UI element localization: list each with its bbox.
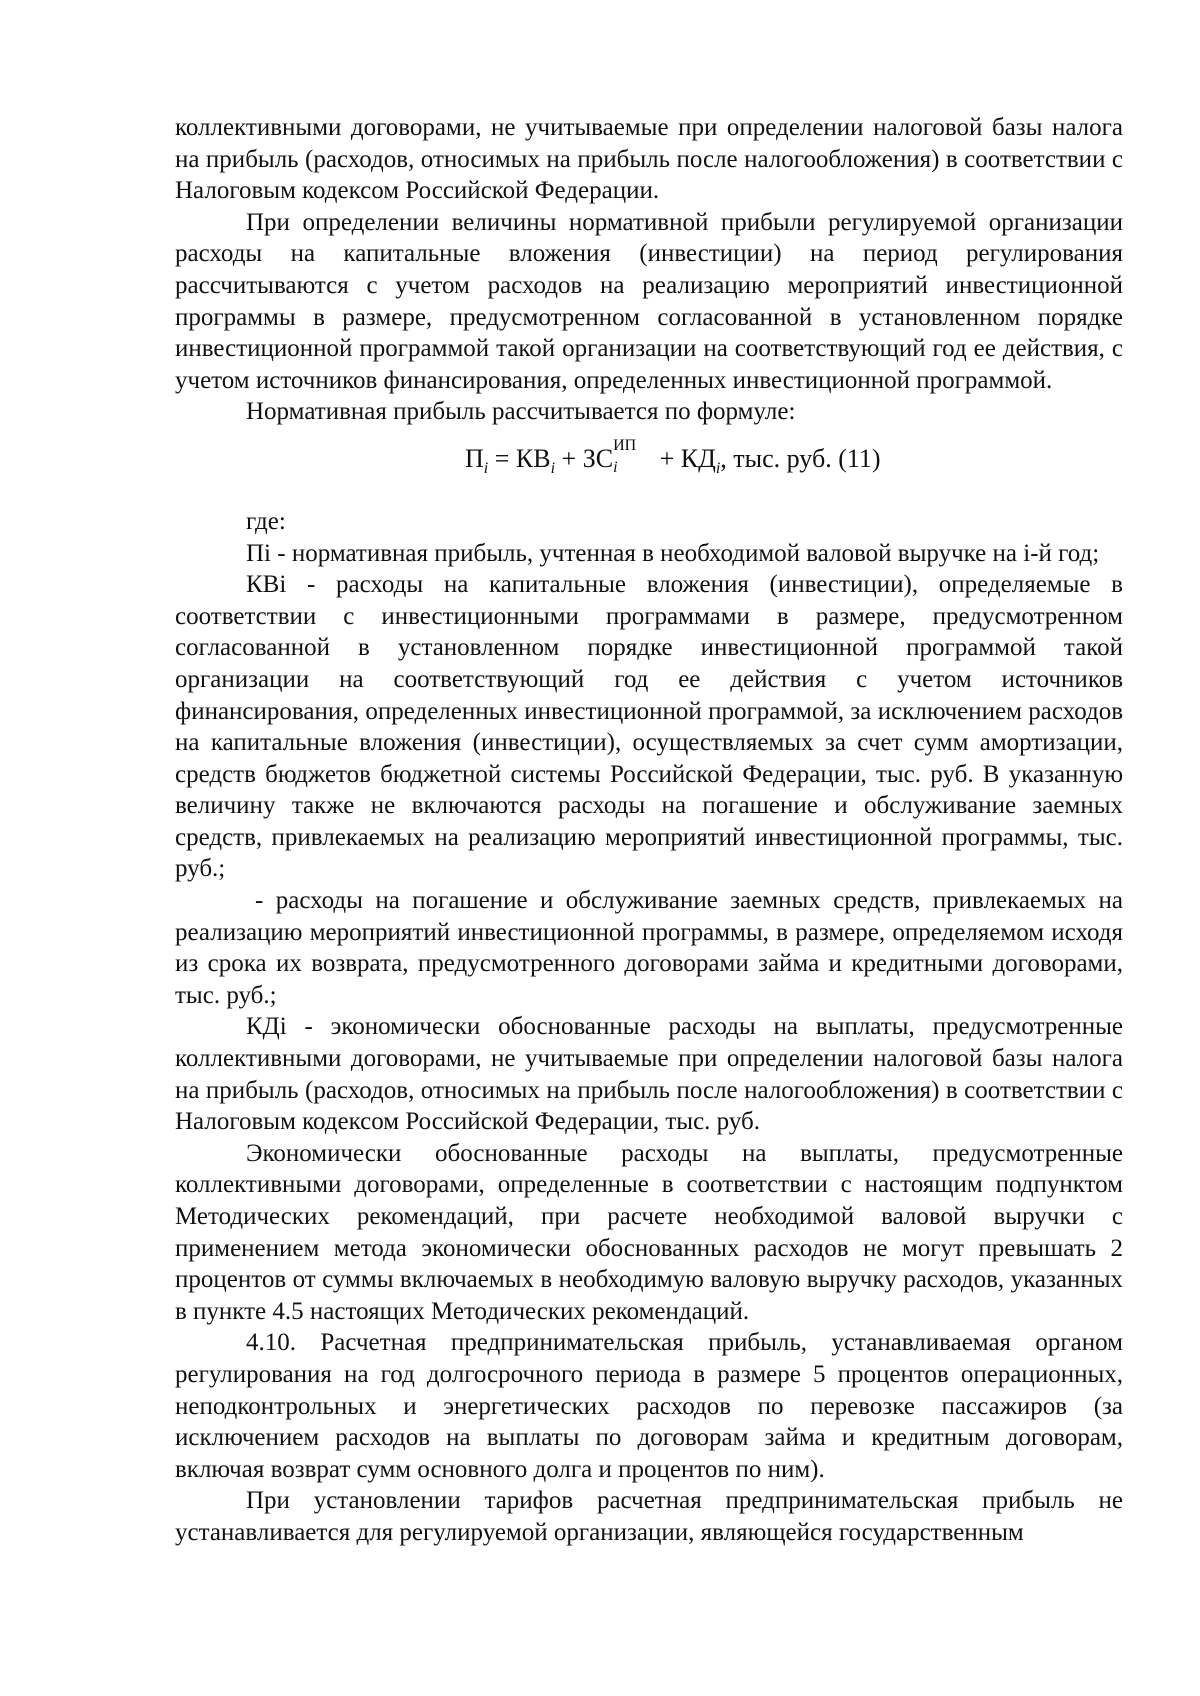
formula-supsub (613, 436, 653, 476)
definition-kvi: КВi - расходы на капитальные вложения (инвестиции), определяемые в соответствии с инвестиционными программами в размере, предусмотренном согласованной в установленном порядке инвестиционной программой такой организации на соответствующий год ее действия с учетом источников финансирования, определенных инвестиционной программой, за исключением расходов на капитальные вложения (инвестиции), осуществляемых за счет сумм амортизации, средств бюджетов бюджетной системы Российской Федерации, тыс. руб. В указанную величину также не включаются расходы на погашение и обслуживание заемных средств, привлекаемых на реализацию мероприятий инвестиционной программы, тыс. руб.; (175, 571, 1123, 883)
where-label: где: (246, 507, 286, 535)
document-page (175, 112, 1123, 1549)
formula-plus-zs: + ЗС (555, 443, 614, 473)
paragraph-continuation: коллективными договорами, не учитываемые при определении налоговой базы налога на прибыль (расходов, относимых на прибыль после налогообложения) в соответствии с Налоговым кодексом Российской Федерации. (175, 114, 1123, 205)
definition-loans: - расходы на погашение и обслуживание заемных средств, привлекаемых на реализацию мероприятий инвестиционной программы, в размере, определяемом исходя из срока их возврата, предусмотренного договорами займа и кредитными договорами, тыс. руб.; (175, 887, 1123, 1009)
formula-tail: , тыс. руб. (11) (720, 443, 881, 473)
formula-sub-3: i (613, 458, 618, 476)
definition-kdi: КДi - экономически обоснованные расходы на выплаты, предусмотренные коллективными договорами, не учитываемые при определении налоговой базы налога на прибыль (расходов, относимых на прибыль после налогообложения) в соответствии с Налоговым кодексом Российской Федерации, тыс. руб. (175, 1013, 1123, 1136)
formula-sub-1: i (483, 459, 489, 477)
paragraph-limit-2-percent: Экономически обоснованные расходы на выплаты, предусмотренные коллективными договорами, определенные в соответствии с настоящим подпунктом Методических рекомендаций, при расчете необходимой валовой выручки с применением метода экономически обоснованных расходов не могут превышать 2 процентов от суммы включаемых в необходимую валовую выручку расходов, указанных в пункте 4.5 настоящих Методических рекомендаций. (175, 1139, 1123, 1325)
formula-eq-kv: = КВ (488, 443, 551, 473)
formula-sub-2: i (550, 459, 556, 477)
paragraph-4-10: 4.10. Расчетная предпринимательская прибыль, устанавливаемая органом регулирования на год долгосрочного периода в размере 5 процентов операционных, неподконтрольных и энергетических расходов по перевозке пассажиров (за исключением расходов на выплаты по договорам займа и кредитным договорам, включая возврат сумм основного долга и процентов по ним). (175, 1329, 1123, 1483)
formula-p: П (465, 443, 484, 473)
paragraph-investment: При определении величины нормативной прибыли регулируемой организации расходы на капитальные вложения (инвестиции) на период регулирования рассчитываются с учетом расходов на реализацию мероприятий инвестиционной программы в размере, предусмотренном согласованной в установленном порядке инвестиционной программой такой организации на соответствующий год ее действия, с учетом источников финансирования, определенных инвестиционной программой. (175, 208, 1123, 394)
paragraph-formula-intro: Нормативная прибыль рассчитывается по формуле: (246, 398, 796, 426)
formula-11 (175, 436, 1123, 486)
formula-sup-ip: ИП (613, 436, 637, 454)
formula-plus-kd: + КД (653, 443, 716, 473)
definition-pi: Пi - нормативная прибыль, учтенная в необходимой валовой выручке на i-й год; (246, 539, 1100, 567)
formula-sub-4: i (715, 459, 721, 477)
paragraph-tariffs: При установлении тарифов расчетная предпринимательская прибыль не устанавливается для регулируемой организации, являющейся государственным (175, 1487, 1123, 1546)
